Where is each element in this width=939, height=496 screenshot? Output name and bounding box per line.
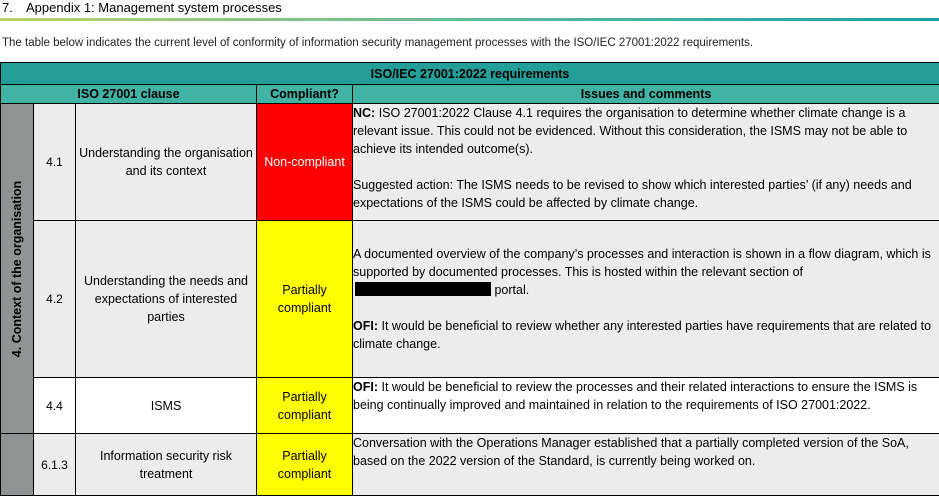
clause-number: 6.1.3 [34, 434, 76, 496]
clause-name: ISMS [76, 378, 257, 434]
clause-name: Information security risk treatment [76, 434, 257, 496]
status-badge [257, 378, 353, 434]
comment-text: It would be beneficial to review the processes and their related interactions to ensure the ISMS is being continually improved and maintained in relation to the requirements of ISO 27001:2022. [353, 380, 917, 412]
finding-type: NC: [353, 106, 375, 120]
status-text: Partially compliant [278, 283, 332, 315]
status-text: Non-compliant [264, 155, 345, 169]
conformity-table [0, 62, 939, 496]
intro-text: The table below indicates the current level of conformity of information security management processes with the ISO/IEC 27001:2022 requirements. [2, 36, 937, 50]
table-row [1, 378, 939, 434]
status-badge [257, 434, 353, 496]
status-badge [257, 221, 353, 378]
comment-text: A documented overview of the company’s processes and interaction is shown in a flow diagram, which is supported by documented processes. This is hosted within the relevant section of [353, 247, 931, 279]
comment-text: portal. [494, 283, 529, 297]
table-row [1, 434, 939, 496]
finding-type: OFI: [353, 380, 378, 394]
clause-number: 4.4 [34, 378, 76, 434]
clause-name: Understanding the needs and expectations of interested parties [76, 221, 257, 378]
section-cell [1, 104, 34, 434]
section-cell [1, 434, 34, 496]
header-clause: ISO 27001 clause [1, 85, 257, 104]
table-row [1, 221, 939, 378]
table-title: ISO/IEC 27001:2022 requirements [1, 63, 939, 85]
comment-text: It would be beneficial to review whether any interested parties have requirements that are related to climate change. [353, 319, 931, 351]
clause-number: 4.1 [34, 104, 76, 221]
header-issues: Issues and comments [353, 85, 939, 104]
comment-cell [353, 434, 939, 496]
heading-rule [0, 18, 939, 21]
finding-type: OFI: [353, 319, 378, 333]
comment-cell [353, 104, 939, 221]
clause-name: Understanding the organisation and its context [76, 104, 257, 221]
header-compliant: Compliant? [257, 85, 353, 104]
redaction-block [355, 282, 491, 296]
table-row [1, 104, 939, 221]
status-badge [257, 104, 353, 221]
section-number: 7. [2, 0, 26, 16]
section-label: 4. Context of the organisation [10, 180, 24, 356]
comment-text: Suggested action: The ISMS needs to be revised to show which interested parties’ (if any) needs and expectations of the ISMS could be affected by climate change. [353, 176, 939, 212]
status-text: Partially compliant [278, 390, 332, 422]
comment-cell [353, 378, 939, 434]
comment-text: Conversation with the Operations Manager established that a partially completed version of the SoA, based on the 2022 version of the Standard, is currently being worked on. [353, 434, 939, 470]
section-title: Appendix 1: Management system processes [26, 0, 282, 15]
comment-cell [353, 221, 939, 378]
comment-text: ISO 27001:2022 Clause 4.1 requires the organisation to determine whether climate change is a relevant issue. This could not be evidenced. Without this consideration, the ISMS may not be able to achieve its intended outcome(s). [353, 106, 907, 156]
clause-number: 4.2 [34, 221, 76, 378]
status-text: Partially compliant [278, 449, 332, 481]
